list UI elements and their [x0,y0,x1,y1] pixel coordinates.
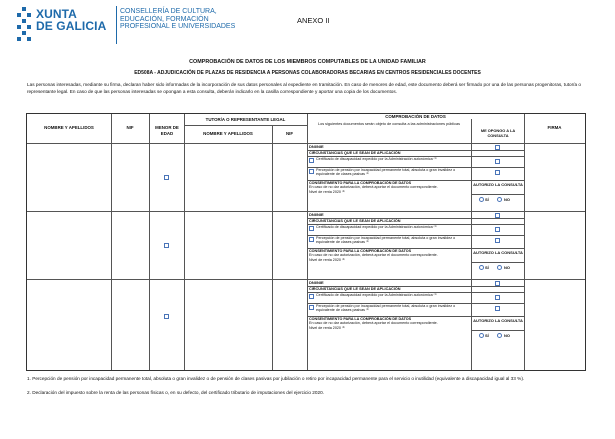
oppose-disability-checkbox[interactable] [495,295,500,300]
pension-option: Percepción de pensión por incapacidad permanente total, absoluta o gran invalidez o equivalente de clases pasivas ⁽¹⁾ [316,304,456,313]
yes-label: SÍ [485,333,489,338]
authorize-yes-radio[interactable] [479,197,484,202]
oppose-disability-checkbox[interactable] [495,159,500,164]
no-label: NO [504,333,510,338]
pension-checkbox[interactable] [309,305,314,310]
document-title: COMPROBACIÓN DE DATOS DE LOS MIEMBROS COMPUTABLES DE LA UNIDAD FAMILIAR [189,59,426,65]
header-sign: FIRMA [547,125,562,130]
consent-text: En caso de no dar autorización, deberá aportar el documento correspondiente. [309,185,438,190]
disability-option: Certificado de discapacidad expedido por la Administración autonómica ⁽¹⁾ [316,157,437,161]
dept-line-1: CONSELLERÍA DE CULTURA, [120,8,217,15]
consent-block [309,317,467,330]
document-subtitle: ED508A - ADJUDICACIÓN DE PLAZAS DE RESIDENCIA A PERSONAS COLABORADORAS BECARIAS EN CENTROS RESIDENCIALES DOCENTES [134,70,481,76]
brand-name [36,8,106,32]
consent-title: CONSENTIMIENTO PARA LA COMPROBACIÓN DE DATOS [309,249,412,253]
circumstances-label: CIRCUNSTANCIAS QUE LE SEAN DE APLICACIÓN [309,151,401,155]
authorize-label: AUTORIZO LA CONSULTA [473,182,523,187]
oppose-dnie-checkbox[interactable] [495,281,500,286]
authorize-label: AUTORIZO LA CONSULTA [473,250,523,255]
members-table [26,113,586,371]
consent-block [309,181,467,194]
department-name [120,8,235,31]
circumstances-label: CIRCUNSTANCIAS QUE LE SEAN DE APLICACIÓN [309,287,401,291]
footnote-2: 2. Declaración del impuesto sobre la renta de las personas físicas o, en su defecto, del certificado tributario de imputaciones del ejercicio 2020. [27,390,325,395]
oppose-pension-checkbox[interactable] [495,306,500,311]
dept-line-2: EDUCACIÓN, FORMACIÓN [120,15,209,23]
xunta-logo-icon [16,6,32,44]
authorize-label: AUTORIZO LA CONSULTA [473,318,523,323]
disability-checkbox[interactable] [309,294,314,299]
header-check: COMPROBACIÓN DE DATOS [385,114,446,119]
annex-label: ANEXO II [297,16,330,25]
no-label: NO [504,197,510,202]
authorize-no-radio[interactable] [497,333,502,338]
disability-option: Certificado de discapacidad expedido por la Administración autonómica ⁽¹⁾ [316,225,437,229]
authorize-yes-radio[interactable] [479,333,484,338]
income-label: Nivel de renta 2020 ⁽²⁾ [309,189,346,194]
authorize-yes-radio[interactable] [479,265,484,270]
header-tutor-name: NOMBRE Y APELLIDOS [203,131,253,136]
yes-label: SÍ [485,265,489,270]
disability-option: Certificado de discapacidad expedido por la Administración autonómica ⁽¹⁾ [316,293,437,297]
minor-checkbox[interactable] [164,314,169,319]
pension-option: Percepción de pensión por incapacidad permanente total, absoluta o gran invalidez o equivalente de clases pasivas ⁽¹⁾ [316,236,456,245]
oppose-disability-checkbox[interactable] [495,227,500,232]
yes-label: SÍ [485,197,489,202]
income-label: Nivel de renta 2020 ⁽²⁾ [309,257,346,262]
consent-title: CONSENTIMIENTO PARA LA COMPROBACIÓN DE DATOS [309,181,412,185]
oppose-dnie-checkbox[interactable] [495,145,500,150]
minor-checkbox[interactable] [164,243,169,248]
oppose-pension-checkbox[interactable] [495,170,500,175]
consent-text: En caso de no dar autorización, deberá aportar el documento correspondiente. [309,253,438,258]
disability-checkbox[interactable] [309,158,314,163]
income-label: Nivel de renta 2020 ⁽²⁾ [309,325,346,330]
header-check-sub: Los siguientes documentos serán objeto de consulta a las administraciones públicas [317,122,461,126]
intro-text: Las personas interesadas, mediante su firma, declaran haber sido informadas de la incorporación de sus datos personales al expediente en tramitación. En caso de menores de edad, este documento deberá ser firmado por una de las personas progenitoras, tutor/a o representante legal. En caso de que las personas interesadas se opongan a esta consulta, deberán indicarlo en la casilla correspondiente y aportar una copia de los documentos. [27,82,581,94]
dnie-label: DNI/NIE [309,212,324,217]
authorize-no-radio[interactable] [497,265,502,270]
header-name: NOMBRE Y APELLIDOS [44,125,94,130]
header-divider [116,6,117,44]
header-tutor: TUTOR/A O REPRESENTANTE LEGAL [205,117,286,122]
pension-option: Percepción de pensión por incapacidad permanente total, absoluta o gran invalidez o equivalente de clases pasivas ⁽¹⁾ [316,168,456,177]
minor-checkbox[interactable] [164,175,169,180]
dnie-label: DNI/NIE [309,280,324,285]
dnie-label: DNI/NIE [309,144,324,149]
disability-checkbox[interactable] [309,226,314,231]
consent-text: En caso de no dar autorización, deberá aportar el documento correspondiente. [309,321,438,326]
consent-block [309,249,467,262]
brand-line-1: XUNTA [36,7,77,21]
authorize-no-radio[interactable] [497,197,502,202]
header-nif: NIF [126,125,134,130]
oppose-pension-checkbox[interactable] [495,238,500,243]
consent-title: CONSENTIMIENTO PARA LA COMPROBACIÓN DE DATOS [309,317,412,321]
pension-checkbox[interactable] [309,169,314,174]
pension-checkbox[interactable] [309,237,314,242]
brand-line-2: DE GALICIA [36,19,107,33]
header-minor: MENOR DE EDAD [155,125,179,136]
header-oppose: ME OPONGO A LA CONSULTA [480,128,516,138]
header-tutor-nif: NIF [285,131,294,136]
no-label: NO [504,265,510,270]
circumstances-label: CIRCUNSTANCIAS QUE LE SEAN DE APLICACIÓN [309,219,401,223]
footnote-1: 1. Percepción de pensión por incapacidad permanente total, absoluta o gran invalidez o de pensión de clases pasivas por jubilación o retiro por incapacidad permanente para el servicio o inutilidad (equivalente a discapacidad igual al 33 %). [27,376,525,381]
dept-line-3: PROFESIONAL E UNIVERSIDADES [120,23,236,31]
oppose-dnie-checkbox[interactable] [495,213,500,218]
